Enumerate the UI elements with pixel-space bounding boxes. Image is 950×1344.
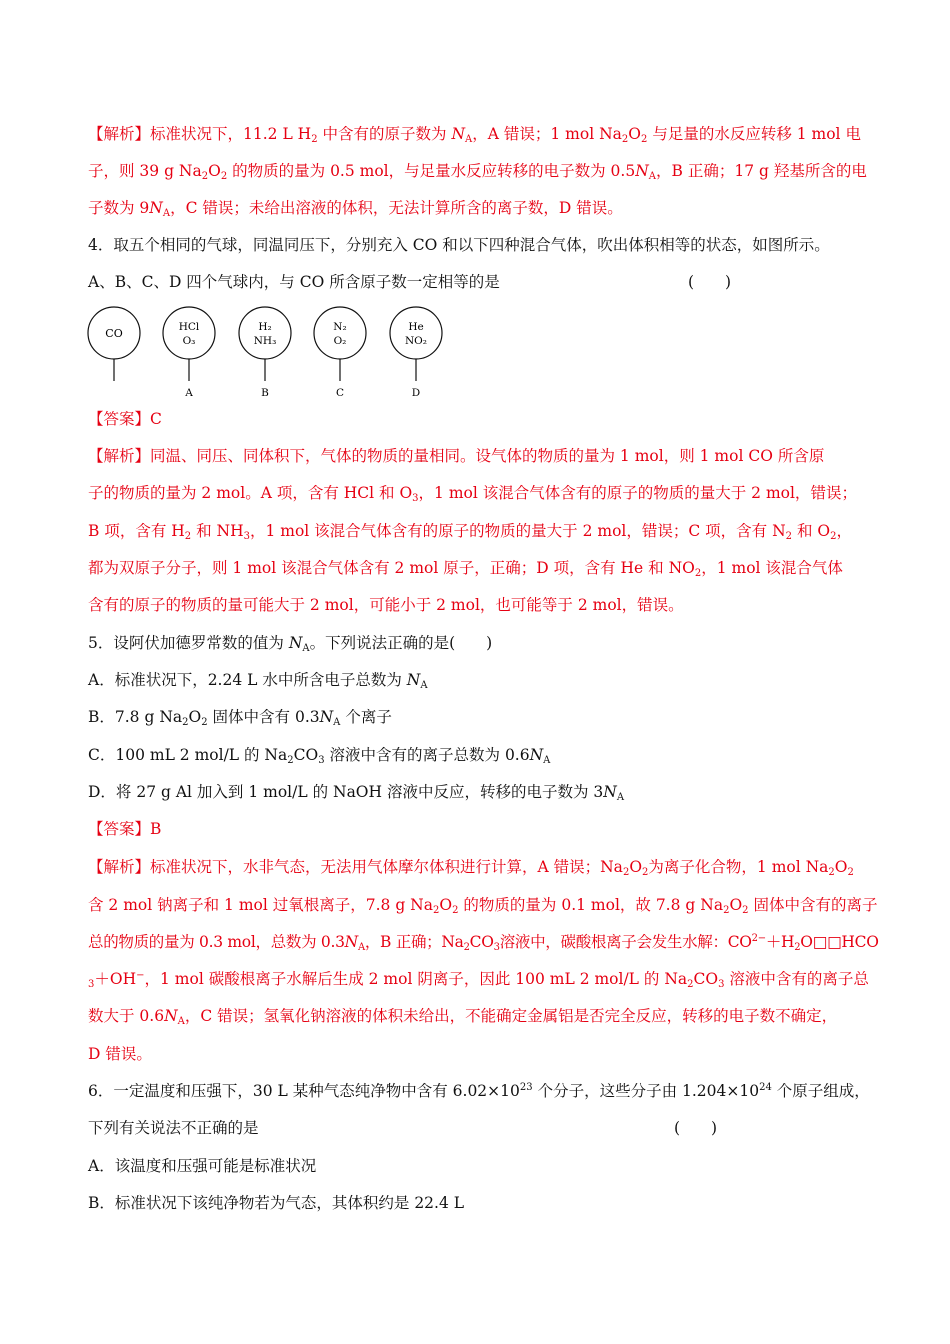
balloon-a-label: A	[185, 387, 193, 399]
q4-analysis-line-2: 子的物质的量为 2 mol。A 项，含有 HCl 和 $O_3$，1 mol 该混合气体含有的原子的物质的量大于 2 mol，错误；	[88, 484, 857, 504]
q4-stem-line-1: 4．取五个相同的气球，同温同压下，分别充入 CO 和以下四种混合气体，吹出体积相等的状态，如图所示。	[88, 236, 830, 254]
balloon-c	[314, 307, 366, 399]
balloon-c-label: C	[335, 387, 345, 399]
balloon-c-top: N₂	[333, 321, 347, 333]
q6-option-b: B．标准状况下该纯净物若为气态，其体积约是 22.4 L	[88, 1194, 465, 1212]
balloon-d-bottom: NO₂	[404, 335, 428, 347]
q5-option-a: A．标准状况下，2.24 L 水中所含电子总数为 $N_A$	[88, 671, 428, 691]
q4-stem-line-2: A、B、C、D 四个气球内，与 CO 所含原子数一定相等的是 ( )	[88, 273, 732, 291]
q5-analysis-line-4: $_3$＋OH−，1 mol 碳酸根离子水解后生成 2 mol 阴离子，因此 100 mL 2 mol/L 的 $Na_2CO_3$ 溶液中含有的离子总	[88, 970, 869, 990]
q3-analysis-line-2: 子，则 39 g $Na_2O_2$ 的物质的量为 0.5 mol，与足量水反应转移的电子数为 $0.5N_A$，B 正确；17 g 羟基所含的电	[88, 162, 867, 182]
balloon-b-top: H₂	[258, 321, 272, 333]
q4-answer: 【答案】C	[88, 410, 162, 428]
q5-analysis-line-3: 总的物质的量为 0.3 mol，总数为 $0.3N_A$，B 正确；$Na_2CO_3$溶液中，碳酸根离子会发生水解：$CO^{2-}+H_2O□□HCO$	[88, 933, 879, 953]
balloon-figure	[80, 303, 460, 403]
q5-option-c: C．100 mL 2 mol/L 的 $Na_2CO_3$ 溶液中含有的离子总数为 $0.6N_A$	[88, 746, 551, 766]
q3-analysis-line-3: 子数为 $9N_A$，C 错误；未给出溶液的体积，无法计算所含的离子数，D 错误。	[88, 199, 623, 219]
q6-stem-line-1: 6．一定温度和压强下，30 L 某种气态纯净物中含有 $6.02\times 10^{23}$ 个分子，这些分子由 $1.204\times 10^{24}$ 个原子组成，	[88, 1082, 870, 1100]
balloon-c-bottom: O₂	[333, 335, 347, 347]
q3-analysis-line-1: 【解析】标准状况下，11.2 L $H_2$ 中含有的原子数为 $N_A$，A 错误；1 mol $Na_2O_2$ 与足量的水反应转移 1 mol 电	[88, 125, 861, 145]
balloon-a-top: HCl	[178, 321, 200, 333]
balloon-d-label: D	[411, 387, 421, 399]
q5-analysis-line-5: 数大于 $0.6N_A$，C 错误；氢氧化钠溶液的体积未给出，不能确定金属铝是否完全反应，转移的电子数不确定，	[88, 1007, 838, 1027]
balloon-a-bottom: O₃	[182, 335, 196, 347]
q5-option-d: D．将 27 g Al 加入到 1 mol/L 的 NaOH 溶液中反应，转移的电子数为 $3N_A$	[88, 783, 625, 803]
q5-analysis-line-6: D 错误。	[88, 1045, 152, 1063]
q6-answer-paren: ( )	[674, 1119, 718, 1137]
balloon-co-top: CO	[105, 327, 123, 340]
q4-analysis-line-4: 都为双原子分子，则 1 mol 该混合气体含有 2 mol 原子，正确；D 项，含有 He 和 $NO_2$，1 mol 该混合气体	[88, 559, 843, 579]
balloon-a	[163, 307, 215, 399]
balloon-co	[88, 307, 140, 381]
q4-analysis-line-5: 含有的原子的物质的量可能大于 2 mol，可能小于 2 mol，也可能等于 2 mol，错误。	[88, 596, 684, 614]
q4-analysis-line-3: B 项，含有 $H_2$ 和 $NH_3$，1 mol 该混合气体含有的原子的物质的量大于 2 mol，错误；C 项，含有 $N_2$ 和 $O_2$，	[88, 522, 852, 542]
q5-analysis-line-2: 含 2 mol 钠离子和 1 mol 过氧根离子，7.8 g $Na_2O_2$ 的物质的量为 0.1 mol，故 7.8 g $Na_2O_2$ 固体中含有的离子	[88, 896, 878, 916]
q5-answer: 【答案】B	[88, 820, 162, 838]
q5-option-b: B．7.8 g $Na_2O_2$ 固体中含有 $0.3N_A$ 个离子	[88, 708, 392, 728]
q6-stem-line-2: 下列有关说法不正确的是 ( )	[88, 1119, 718, 1137]
balloon-d-top: He	[408, 321, 424, 333]
q5-analysis-line-1: 【解析】标准状况下，水非气态，无法用气体摩尔体积进行计算，A 错误；$Na_2O_2$为离子化合物，1 mol $Na_2O_2$	[88, 858, 854, 878]
balloon-d	[390, 307, 442, 399]
q5-stem: 5．设阿伏加德罗常数的值为 $N_A$。下列说法正确的是( )	[88, 634, 493, 654]
q6-option-a: A．该温度和压强可能是标准状况	[88, 1157, 317, 1175]
balloon-b-label: B	[261, 387, 269, 399]
q4-answer-paren: ( )	[688, 273, 732, 291]
balloon-b	[239, 307, 291, 399]
q4-analysis-line-1: 【解析】同温、同压、同体积下，气体的物质的量相同。设气体的物质的量为 1 mol，则 1 mol CO 所含原	[88, 447, 825, 465]
balloon-b-bottom: NH₃	[253, 335, 277, 347]
